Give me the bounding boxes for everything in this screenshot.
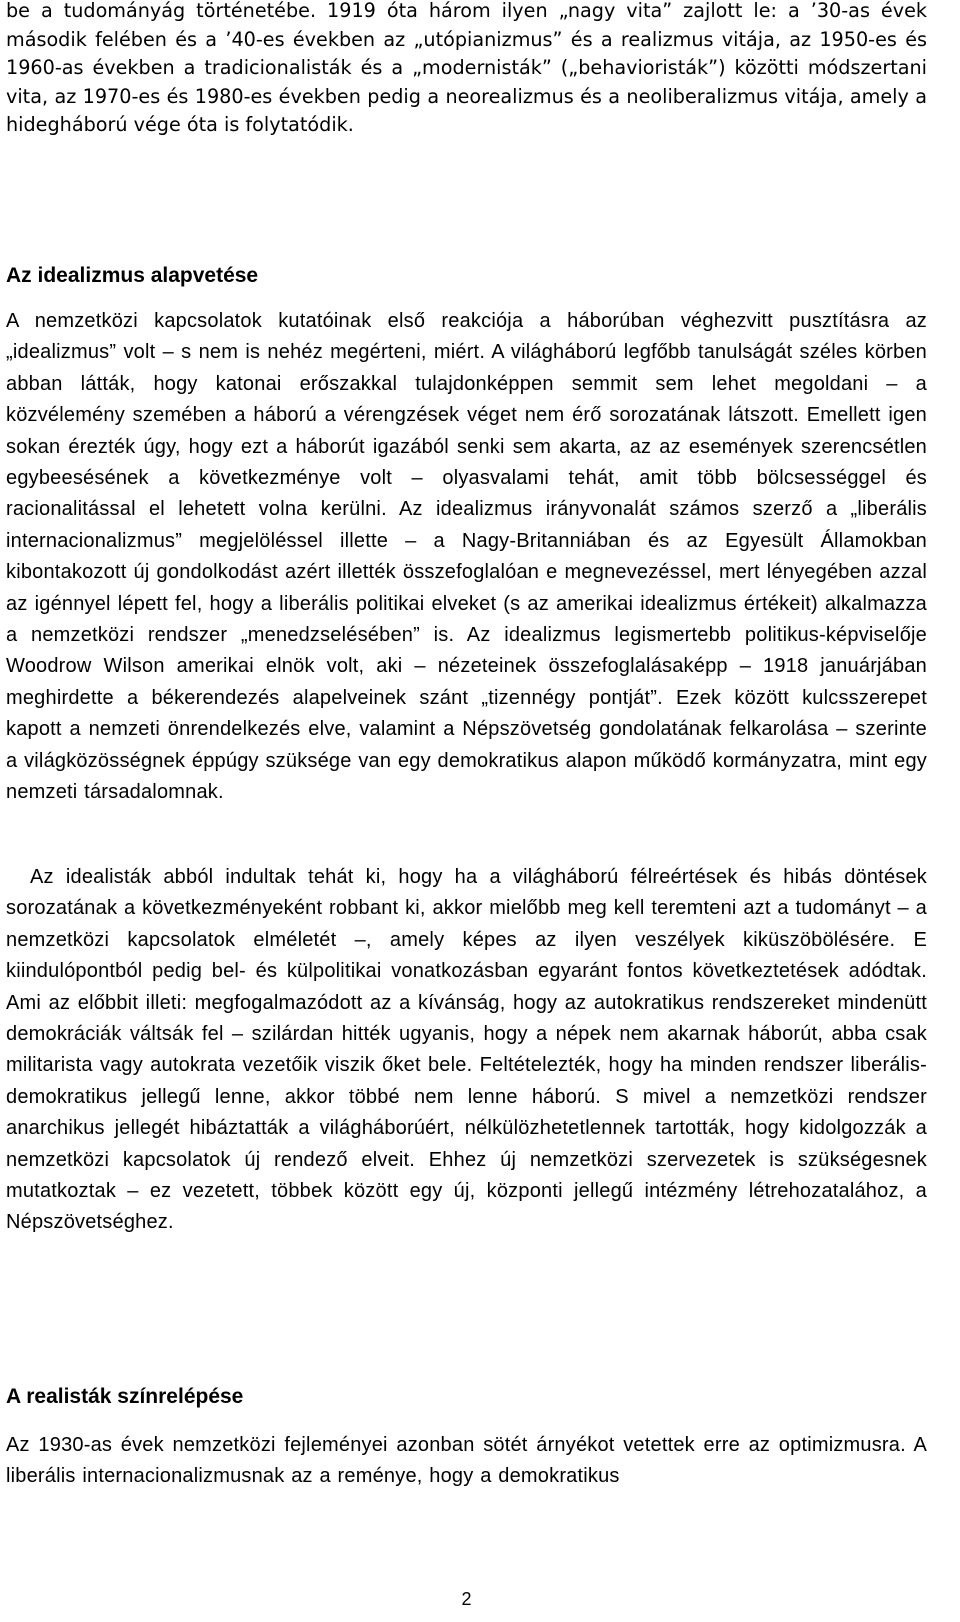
section-heading-realists: A realisták színrelépése	[6, 1385, 244, 1408]
idealism-paragraph-1: A nemzetközi kapcsolatok kutatóinak első reakciója a háborúban véghezvitt pusztításra az „idealizmus” volt – s nem is nehéz megérteni, miért. A világháború legfőbb tanulságát széles körben abban látták, hogy katonai erőszakkal tulajdonképpen semmit sem lehet megoldani – a közvélemény szemében a háború a vérengzések véget nem érő sorozatának látszott. Emellett igen sokan érezték úgy, hogy ezt a háborút igazából senki sem akarta, az az események szerencsétlen egybeesésének a következménye volt – olyasvalami tehát, amit több bölcsességgel és racionalitással el lehetett volna kerülni. Az idealizmus irányvonalát számos szerző a „liberális internacionalizmus” megjelöléssel illette – a Nagy-Britanniában és az Egyesült Államokban kibontakozott új gondolkodást azért illették összefoglalóan e megnevezéssel, mert lényegében azzal az igénnyel lépett fel, hogy a liberális politikai elveket (s az amerikai idealizmus értékeit) alkalmazza a nemzetközi rendszer „menedzselésében” is. Az idealizmus legismertebb politikus-képviselője Woodrow Wilson amerikai elnök volt, aki – nézeteinek összefoglalásaképp – 1918 januárjában meghirdette a békerendezés alapelveinek szánt „tizennégy pontját”. Ezek között kulcsszerepet kapott a nemzeti önrendelkezés elve, valamint a Népszövetség gondolatának felkarolása – szerinte a világközösségnek éppúgy szüksége van egy demokratikus alapon működő kormányzatra, mint egy nemzeti társadalomnak.	[6, 310, 928, 804]
intro-paragraph: be a tudományág történetébe. 1919 óta három ilyen „nagy vita” zajlott le: a ’30-as évek második felében és a ’40-es években az „utópianizmus” és a realizmus vitája, az 1950-es és 1960-as években a tradicionalisták és a „modernisták” („behavioristák”) közötti módszertani vita, az 1970-es és 1980-es években pedig a neorealizmus és a neoliberalizmus vitája, amely a hidegháború vége óta is folytatódik.	[6, 0, 927, 136]
section-heading-idealism: Az idealizmus alapvetése	[6, 264, 259, 287]
idealism-paragraph-2: Az idealisták abból indultak tehát ki, hogy ha a világháború félreértések és hibás döntések sorozatának a következményeként robbant ki, akkor mielőbb meg kell teremteni azt a tudományt – a nemzetközi kapcsolatok elméletét –, amely képes az ilyen veszélyek kiküszöbölésére. E kiindulópontból pedig bel- és külpolitikai vonatkozásban egyaránt fontos következtetések adódtak. Ami az előbbit illeti: megfogalmazódott az a kívánság, hogy az autokratikus rendszereket mindenütt demokráciák váltsák fel – szilárdan hitték ugyanis, hogy a népek nem akarnak háborút, abba csak militarista vagy autokrata vezetőik viszik őket bele. Feltételezték, hogy ha minden rendszer liberális-demokratikus jellegű lenne, akkor többé nem lenne háború. S mivel a nemzetközi rendszer anarchikus jellegét hibáztatták a világháborúért, nélkülözhetetlennek tartották, hogy kidolgozzák a nemzetközi kapcsolatok új rendező elveit. Ehhez új nemzetközi szervezetek is szükségesnek mutatkoztak – ez vezetett, többek között egy új, központi jellegű intézmény létrehozatalához, a Népszövetséghez.	[6, 866, 927, 1234]
realists-paragraph-1: Az 1930-as évek nemzetközi fejleményei azonban sötét árnyékot vetettek erre az optimizmusra. A liberális internacionalizmusnak az a reménye, hogy a demokratikus	[6, 1434, 927, 1488]
page-number: 2	[461, 1589, 472, 1609]
